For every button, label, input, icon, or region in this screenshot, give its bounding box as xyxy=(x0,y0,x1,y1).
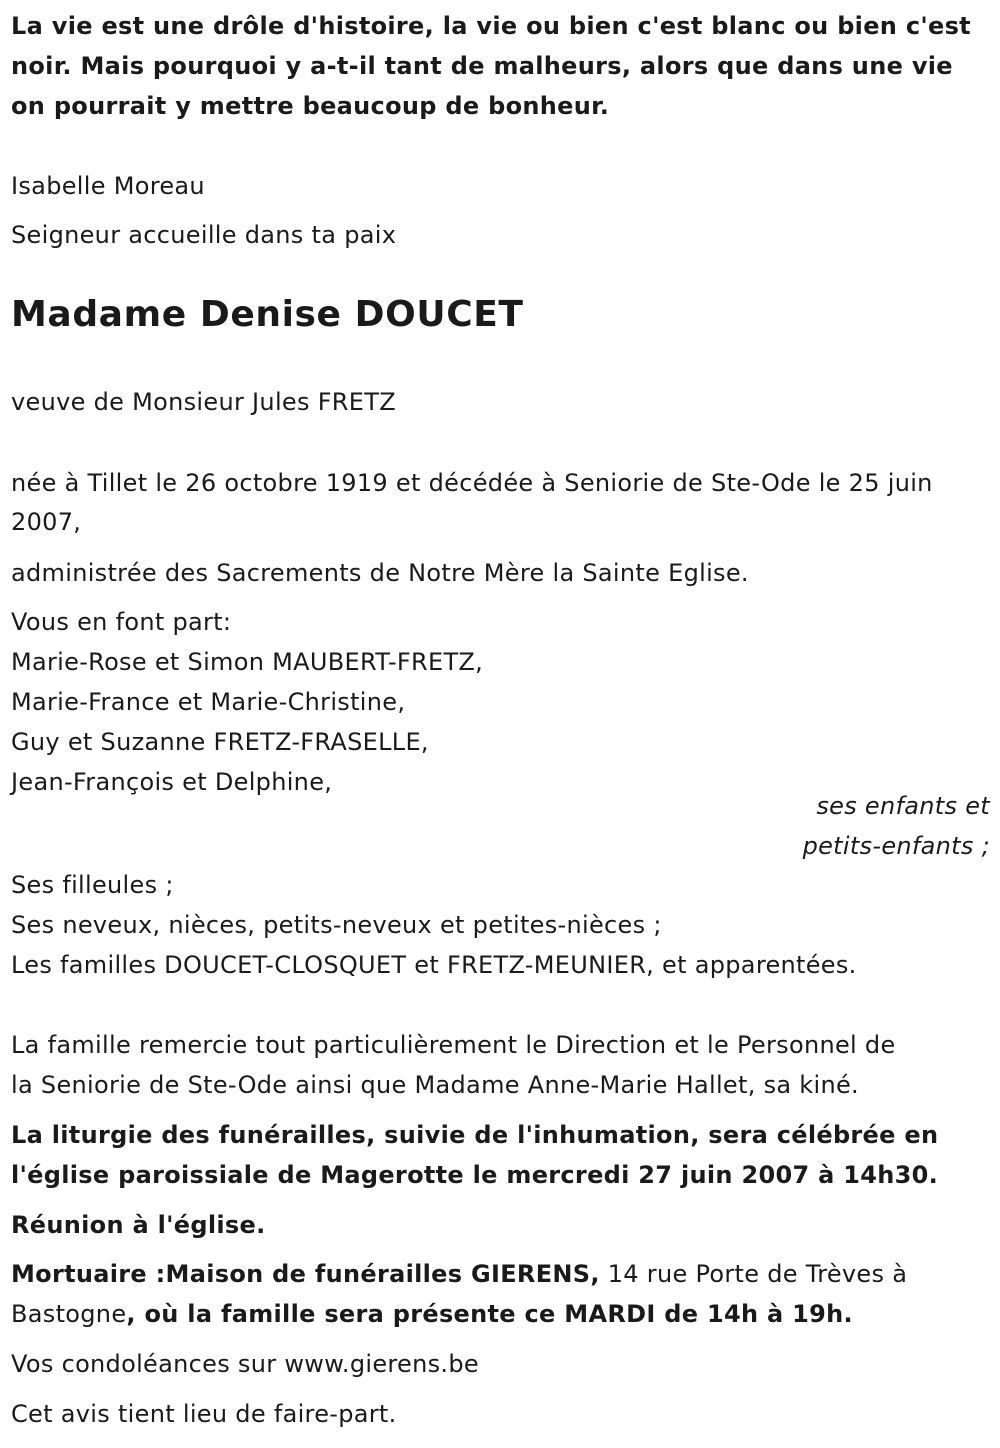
meeting-line: Réunion à l'église. xyxy=(11,1211,266,1239)
poem-line: on pourrait y mettre beaucoup de bonheur. xyxy=(11,92,610,120)
thanks-line: La famille remercie tout particulièrement le Direction et le Personnel de xyxy=(11,1031,896,1059)
mortuary-line xyxy=(11,1254,907,1294)
announcers-intro: Vous en font part: xyxy=(11,608,232,636)
mortuary-address: 14 rue Porte de Trèves à xyxy=(599,1260,908,1288)
notice-line: Cet avis tient lieu de faire-part. xyxy=(11,1400,397,1428)
mortuary-label: Mortuaire :Maison de funérailles GIERENS, xyxy=(11,1260,600,1288)
announcer-name: Marie-Rose et Simon MAUBERT-FRETZ, xyxy=(11,648,484,676)
announcer-name: Marie-France et Marie-Christine, xyxy=(11,688,406,716)
announcers-relation: ses enfants et xyxy=(816,792,990,820)
liturgy-line: l'église paroissiale de Magerotte le mercredi 27 juin 2007 à 14h30. xyxy=(11,1161,939,1189)
thanks-line: la Seniorie de Ste-Ode ainsi que Madame Anne-Marie Hallet, sa kiné. xyxy=(11,1071,859,1099)
mortuary-presence: , où la famille sera présente ce MARDI de 14h à 19h. xyxy=(126,1300,853,1328)
widow-of: veuve de Monsieur Jules FRETZ xyxy=(11,388,396,416)
poem-author: Isabelle Moreau xyxy=(11,172,205,200)
birth-death-line: née à Tillet le 26 octobre 1919 et décédée à Seniorie de Ste-Ode le 25 juin xyxy=(11,469,933,497)
announcer-name: Jean-François et Delphine, xyxy=(11,768,333,796)
birth-death-line: 2007, xyxy=(11,508,82,536)
liturgy-line: La liturgie des funérailles, suivie de l'inhumation, sera célébrée en xyxy=(11,1121,939,1149)
poem-line: La vie est une drôle d'histoire, la vie ou bien c'est blanc ou bien c'est xyxy=(11,12,971,40)
poem-line: noir. Mais pourquoi y a-t-il tant de malheurs, alors que dans une vie xyxy=(11,52,953,80)
relatives-line: Les familles DOUCET-CLOSQUET et FRETZ-MEUNIER, et apparentées. xyxy=(11,951,857,979)
announcers-relation: petits-enfants ; xyxy=(802,832,990,860)
condolences-line: Vos condoléances sur www.gierens.be xyxy=(11,1350,479,1378)
sacraments-line: administrée des Sacrements de Notre Mère la Sainte Eglise. xyxy=(11,559,749,587)
mortuary-line xyxy=(11,1294,853,1334)
deceased-name: Madame Denise DOUCET xyxy=(11,294,524,335)
announcer-name: Guy et Suzanne FRETZ-FRASELLE, xyxy=(11,728,429,756)
prayer-line: Seigneur accueille dans ta paix xyxy=(11,221,397,249)
mortuary-city: Bastogne xyxy=(11,1300,127,1328)
relatives-line: Ses filleules ; xyxy=(11,871,174,899)
relatives-line: Ses neveux, nièces, petits-neveux et petites-nièces ; xyxy=(11,911,662,939)
